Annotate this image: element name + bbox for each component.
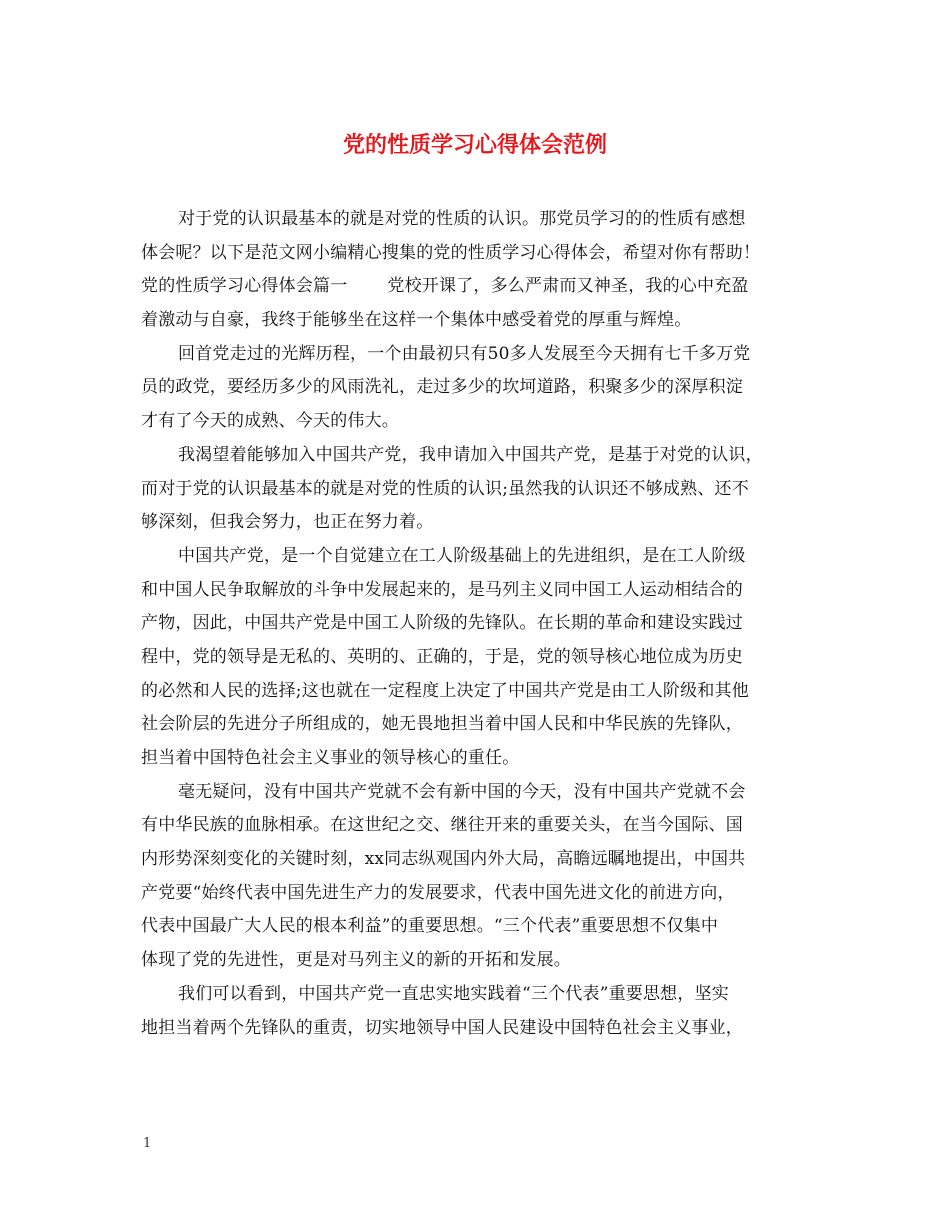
text-line: 够深刻，但我会努力，也正在努力着。 (141, 512, 434, 533)
document-body (141, 203, 813, 1045)
text-line: 而对于党的认识最基本的就是对党的性质的认识;虽然我的认识还不够成熟、还不 (141, 478, 749, 499)
text-line: 毫无疑问，没有中国共产党就不会有新中国的今天，没有中国共产党就不会 (178, 781, 746, 802)
text-line: 和中国人民争取解放的斗争中发展起来的，是马列主义同中国工人运动相结合的 (141, 579, 743, 600)
text-line: 地担当着两个先锋队的重责，切实地领导中国人民建设中国特色社会主义事业， (141, 1017, 743, 1038)
text-line: 体会呢？以下是范文网小编精心搜集的党的性质学习心得体会，希望对你有帮助！ (141, 242, 761, 263)
text-line: 对于党的认识最基本的就是对党的性质的认识。那党员学习的的性质有感想 (178, 209, 746, 229)
text-line: 回首党走过的光辉历程，一个由最初只有50多人发展至今天拥有七千多万党 (178, 343, 751, 364)
text-line: 社会阶层的先进分子所组成的，她无畏地担当着中国人民和中华民族的先锋队， (141, 714, 743, 735)
page-number: 1 (143, 1136, 152, 1151)
document-title: 党的性质学习心得体会范例 (342, 133, 607, 158)
section-heading: 党的性质学习心得体会篇一 (141, 276, 348, 297)
text-line: 着激动与自豪，我终于能够坐在这样一个集体中感受着党的厚重与辉煌。 (141, 310, 692, 331)
text-line: 产党要“始终代表中国先进生产力的发展要求，代表中国先进文化的前进方向， (141, 882, 735, 903)
text-line: 担当着中国特色社会主义事业的领导核心的重任。 (141, 748, 520, 768)
text-line: 中国共产党，是一个自觉建立在工人阶级基础上的先进组织，是在工人阶级 (178, 545, 746, 566)
text-line: 代表中国最广大人民的根本利益”的重要思想。“三个代表”重要思想不仅集中 (141, 916, 719, 937)
text-line: 我渴望着能够加入中国共产党，我申请加入中国共产党，是基于对党的认识， (178, 444, 763, 465)
text-line: 体现了党的先进性，更是对马列主义的新的开拓和发展。 (141, 950, 571, 971)
text-line: 有中华民族的血脉相承。在这世纪之交、继往开来的重要关头，在当今国际、国 (141, 815, 743, 836)
text-line: 我们可以看到，中国共产党一直忠实地实践着“三个代表”重要思想，坚实 (178, 983, 729, 1004)
text-line: 才有了今天的成熟、今天的伟大。 (141, 411, 399, 432)
text-line: 员的政党，要经历多少的风雨洗礼，走过多少的坎坷道路，积聚多少的深厚积淀 (141, 377, 743, 398)
text-line: 的必然和人民的选择;这也就在一定程度上决定了中国共产党是由工人阶级和其他 (141, 680, 749, 701)
text-line: 内形势深刻变化的关键时刻，xx同志纵观国内外大局，高瞻远瞩地提出，中国共 (141, 849, 746, 870)
text-line: 程中，党的领导是无私的、英明的、正确的，于是，党的领导核心地位成为历史 (141, 646, 743, 667)
text-line-with-heading (141, 270, 813, 304)
text-line: 产物，因此，中国共产党是中国工人阶级的先锋队。在长期的革命和建设实践过 (141, 613, 743, 634)
paragraph-start: 党校开课了，多么严肃而又神圣，我的心中充盈 (387, 276, 749, 297)
